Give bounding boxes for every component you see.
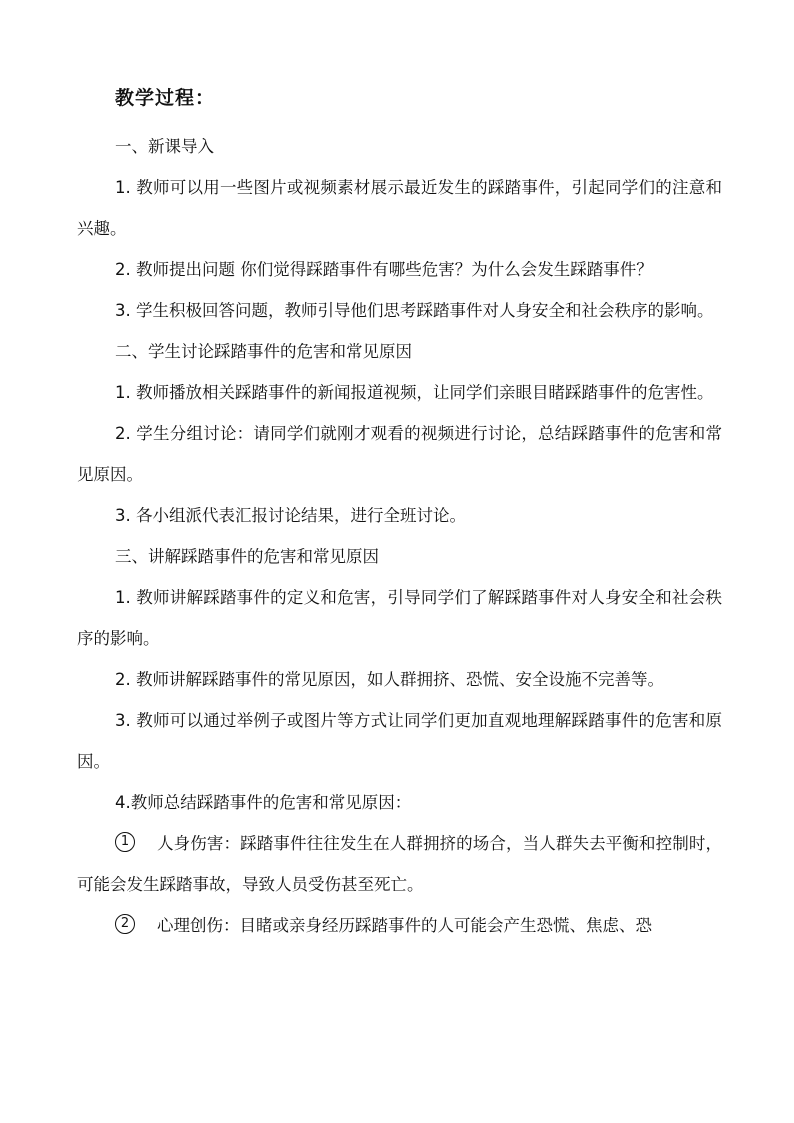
subheading-new-lesson: 一、新课导入 (115, 137, 214, 156)
section-heading: 教学过程： (115, 87, 216, 109)
list-item-text: 人身伤害：踩踏事件往往发生在人群拥挤的场合，当人群失去平衡和控制时，可能会发生踩踏事故，导致人员受伤甚至死亡。 (77, 834, 722, 894)
paragraph: 4.教师总结踩踏事件的危害和常见原因： (115, 793, 412, 812)
paragraph: 1. 教师讲解踩踏事件的定义和危害，引导同学们了解踩踏事件对人身安全和社会秩序的影响。 (77, 588, 722, 648)
paragraph: 1. 教师可以用一些图片或视频素材展示最近发生的踩踏事件，引起同学们的注意和兴趣。 (77, 178, 722, 238)
paragraph: 3. 教师可以通过举例子或图片等方式让同学们更加直观地理解踩踏事件的危害和原因。 (77, 711, 722, 771)
document-body (77, 84, 722, 946)
list-item (77, 905, 722, 946)
paragraph: 3. 学生积极回答问题，教师引导他们思考踩踏事件对人身安全和社会秩序的影响。 (115, 301, 714, 320)
subheading-explanation: 三、讲解踩踏事件的危害和常见原因 (115, 547, 379, 566)
paragraph: 2. 教师提出问题 你们觉得踩踏事件有哪些危害？为什么会发生踩踏事件？ (115, 260, 653, 279)
subheading-discussion: 二、学生讨论踩踏事件的危害和常见原因 (115, 342, 412, 361)
list-item (77, 823, 722, 905)
paragraph: 3. 各小组派代表汇报讨论结果，进行全班讨论。 (115, 506, 466, 525)
paragraph: 2. 教师讲解踩踏事件的常见原因，如人群拥挤、恐慌、安全设施不完善等。 (115, 670, 664, 689)
circled-number-marker: 2 (115, 914, 135, 934)
paragraph: 2. 学生分组讨论：请同学们就刚才观看的视频进行讨论，总结踩踏事件的危害和常见原因。 (77, 424, 722, 484)
paragraph: 1. 教师播放相关踩踏事件的新闻报道视频，让同学们亲眼目睹踩踏事件的危害性。 (115, 383, 714, 402)
circled-number-marker: 1 (115, 832, 135, 852)
list-item-text: 心理创伤：目睹或亲身经历踩踏事件的人可能会产生恐慌、焦虑、恐 (157, 916, 652, 935)
